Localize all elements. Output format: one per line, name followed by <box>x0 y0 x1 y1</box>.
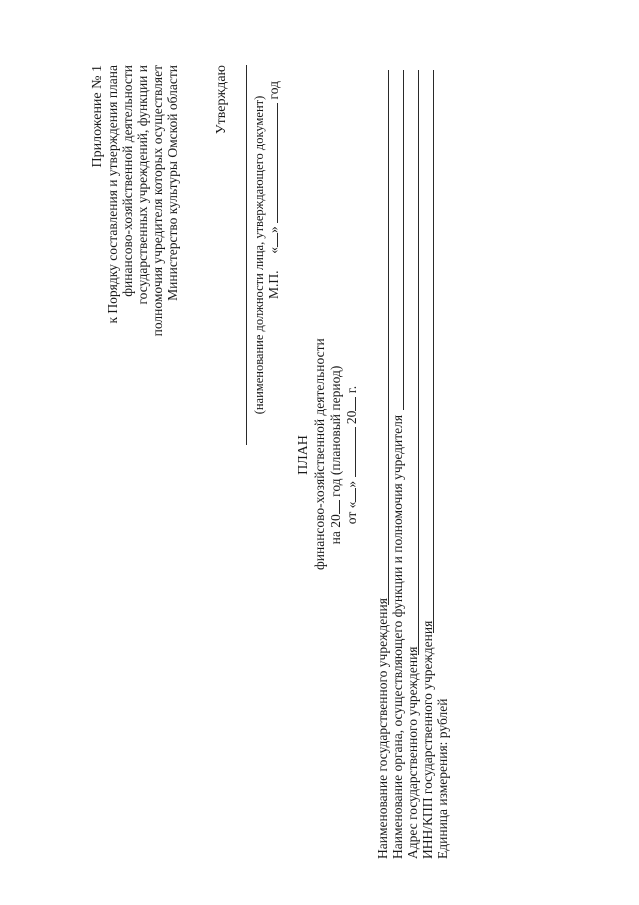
plan-subtitle: финансово-хозяйственной деятельности <box>312 338 327 570</box>
appendix-line: государственных учреждений, функции и <box>135 65 150 305</box>
plan-date: от «» 20 г. <box>344 385 359 525</box>
plan-title: ПЛАН <box>296 435 311 475</box>
year-suffix: год <box>266 81 281 100</box>
appendix-line: к Порядку составления и утверждения плана <box>105 65 120 324</box>
field-address-line <box>418 70 419 655</box>
approve-date-row <box>266 59 281 299</box>
field-inn-kpp-line <box>433 70 434 633</box>
field-institution-name-line <box>388 70 389 605</box>
appendix-line: Министерство культуры Омской области <box>165 65 180 301</box>
mp-label: М.П. <box>266 270 281 299</box>
field-founder-organ-line <box>403 70 404 410</box>
field-institution-name: Наименование государственного учреждения <box>375 598 390 859</box>
plan-period: на 20 год (плановый период) <box>328 365 343 545</box>
appendix-block <box>90 65 180 535</box>
approve-signature-line <box>246 65 247 445</box>
field-unit: Единица измерения: рублей <box>435 698 450 859</box>
appendix-line: Приложение № 1 <box>90 65 105 168</box>
field-founder-organ: Наименование органа, осуществляющего функции и полномочия учредителя <box>390 414 405 859</box>
appendix-line: финансово-хозяйственной деятельности <box>120 65 135 297</box>
approve-label: Утверждаю <box>214 65 229 135</box>
field-address: Адрес государственного учреждения <box>405 646 420 859</box>
approve-caption: (наименование должности лица, утверждающего документ) <box>252 95 266 415</box>
appendix-line: полномочия учредителя которых осуществляет <box>150 65 165 337</box>
date-open-quote: « <box>266 246 281 254</box>
date-close-quote: » <box>266 226 281 233</box>
field-inn-kpp: ИНН/КПП государственного учреждения <box>420 620 435 859</box>
